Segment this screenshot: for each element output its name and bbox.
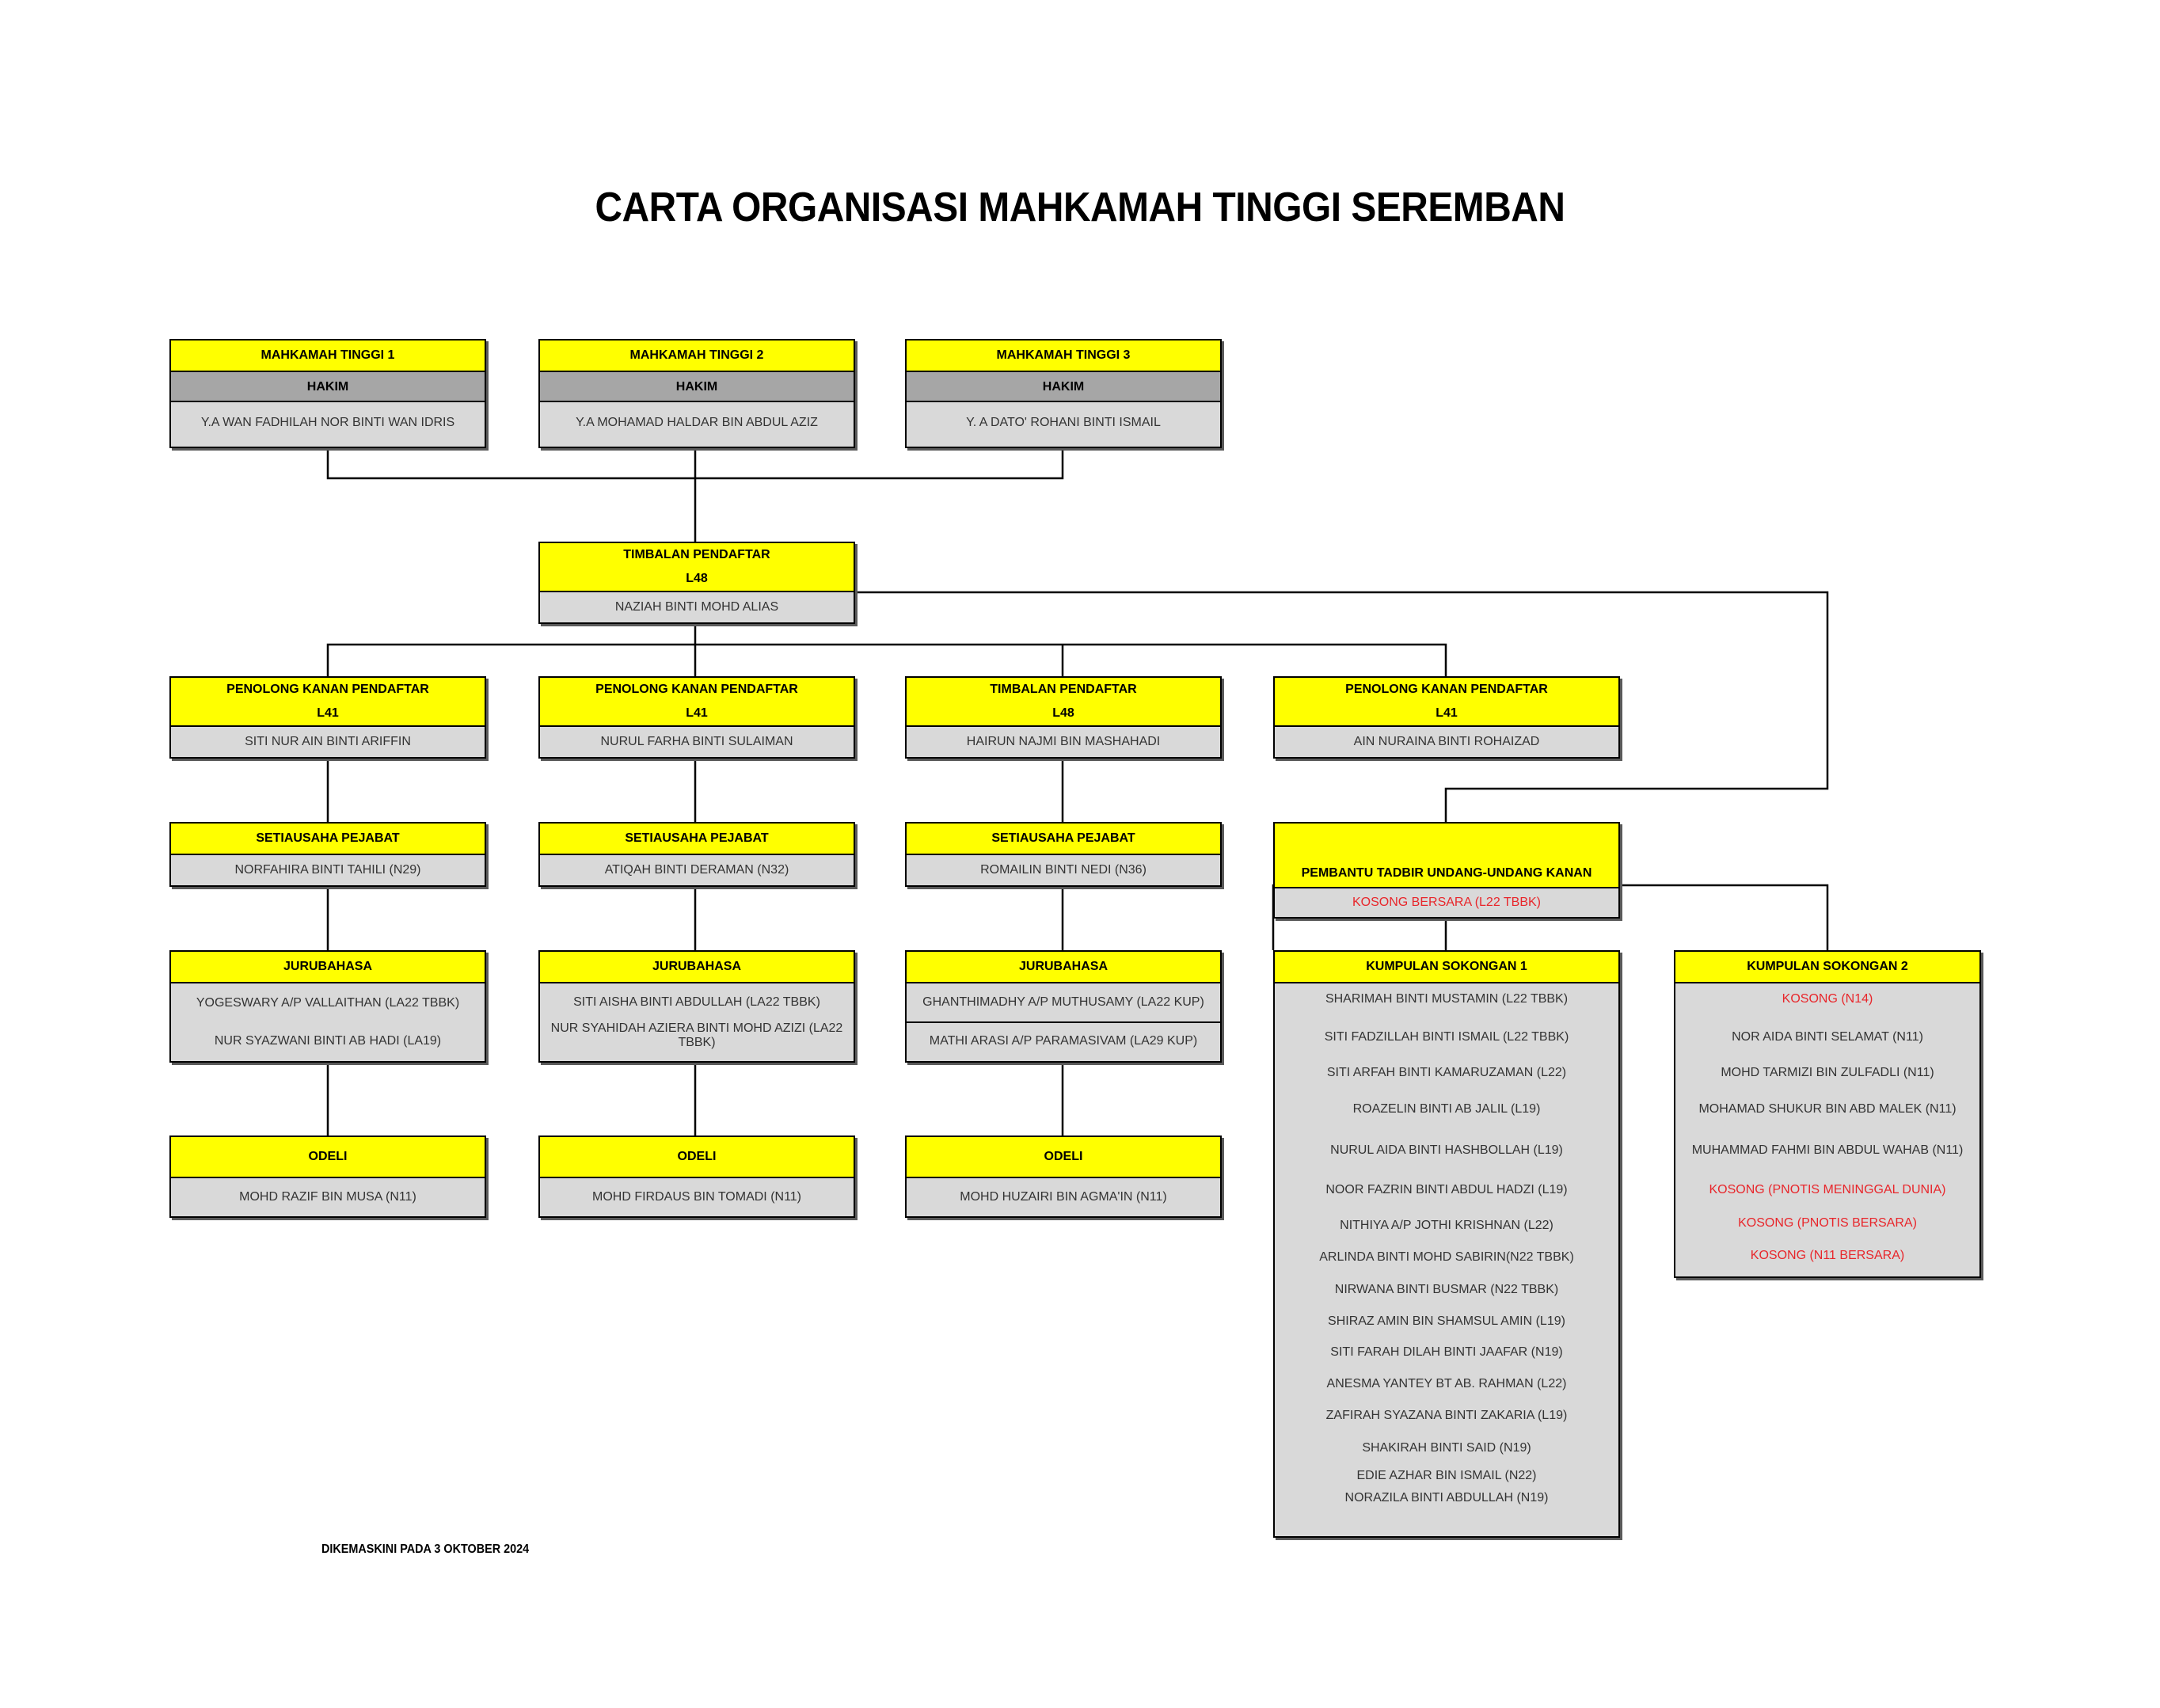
officer-title: PENOLONG KANAN PENDAFTAR — [226, 683, 429, 696]
odeli-title: ODELI — [907, 1137, 1220, 1178]
officer-name: HAIRUN NAJMI BIN MASHAHADI — [966, 735, 1161, 748]
officer-title: TIMBALAN PENDAFTAR — [990, 683, 1137, 696]
support-member: NOOR FAZRIN BINTI ABDUL HADZI (L19) — [1325, 1183, 1568, 1196]
court-header: MAHKAMAH TINGGI 1 — [171, 340, 485, 372]
interpreter-name: YOGESWARY A/P VALLAITHAN (LA22 TBBK) — [196, 996, 460, 1010]
support-member: MUHAMMAD FAHMI BIN ABDUL WAHAB (N11) — [1691, 1143, 1964, 1157]
support-group-1-title: KUMPULAN SOKONGAN 1 — [1275, 952, 1618, 983]
secretary-name: ROMAILIN BINTI NEDI (N36) — [980, 863, 1147, 877]
officer-header — [171, 678, 485, 727]
court-box-2 — [538, 339, 855, 448]
deputy-registrar-name: NAZIAH BINTI MOHD ALIAS — [614, 600, 779, 614]
support-member: KOSONG (PNOTIS BERSARA) — [1738, 1216, 1917, 1230]
interpreter-box-2 — [538, 950, 855, 1063]
page-title: CARTA ORGANISASI MAHKAMAH TINGGI SEREMBAN — [595, 184, 1565, 230]
odeli-box-3 — [905, 1135, 1222, 1218]
interpreter-name: NUR SYAZWANI BINTI AB HADI (LA19) — [214, 1034, 442, 1048]
secretary-name: ATIQAH BINTI DERAMAN (N32) — [604, 863, 789, 877]
support-group-1-box — [1273, 950, 1620, 1538]
court-box-3 — [905, 339, 1222, 448]
judge-name: Y.A WAN FADHILAH NOR BINTI WAN IDRIS — [200, 416, 455, 429]
support-member: ANESMA YANTEY BT AB. RAHMAN (L22) — [1326, 1377, 1567, 1390]
secretary-name: NORFAHIRA BINTI TAHILI (N29) — [234, 863, 421, 877]
secretary-title: SETIAUSAHA PEJABAT — [907, 824, 1220, 855]
support-member: SHARIMAH BINTI MUSTAMIN (L22 TBBK) — [1325, 992, 1569, 1006]
interpreter-name: NUR SYAHIDAH AZIERA BINTI MOHD AZIZI (LA22 TBBK) — [550, 1021, 843, 1049]
officer-box-4 — [1273, 676, 1620, 759]
support-member: NURUL AIDA BINTI HASHBOLLAH (L19) — [1330, 1143, 1563, 1157]
support-member: KOSONG (N11 BERSARA) — [1750, 1249, 1905, 1262]
secretary-box-2 — [538, 822, 855, 887]
interpreter-name: MATHI ARASI A/P PARAMASIVAM (LA29 KUP) — [929, 1034, 1198, 1048]
support-member: NOR AIDA BINTI SELAMAT (N11) — [1732, 1030, 1923, 1044]
secretary-box-1 — [169, 822, 486, 887]
deputy-registrar-title: TIMBALAN PENDAFTAR — [623, 548, 770, 561]
odeli-name: MOHD FIRDAUS BIN TOMADI (N11) — [591, 1190, 802, 1204]
officer-box-3 — [905, 676, 1222, 759]
officer-title: PENOLONG KANAN PENDAFTAR — [1345, 683, 1548, 696]
court-header: MAHKAMAH TINGGI 2 — [540, 340, 854, 372]
judge-name: Y. A DATO' ROHANI BINTI ISMAIL — [966, 416, 1161, 429]
support-member: ROAZELIN BINTI AB JALIL (L19) — [1352, 1102, 1541, 1116]
updated-date-note: DIKEMASKINI PADA 3 OKTOBER 2024 — [321, 1543, 530, 1556]
court-header: MAHKAMAH TINGGI 3 — [907, 340, 1220, 372]
support-member: SHIRAZ AMIN BIN SHAMSUL AMIN (L19) — [1328, 1314, 1565, 1328]
support-member: MOHD TARMIZI BIN ZULFADLI (N11) — [1721, 1066, 1934, 1079]
court-role: HAKIM — [907, 372, 1220, 402]
interpreter-name: SITI AISHA BINTI ABDULLAH (LA22 TBBK) — [573, 995, 820, 1009]
odeli-name: MOHD HUZAIRI BIN AGMA'IN (N11) — [960, 1190, 1167, 1204]
interpreter-box-3 — [905, 950, 1222, 1063]
support-member: SHAKIRAH BINTI SAID (N19) — [1362, 1441, 1531, 1455]
court-role: HAKIM — [171, 372, 485, 402]
support-member: ZAFIRAH SYAZANA BINTI ZAKARIA (L19) — [1325, 1409, 1568, 1422]
odeli-title: ODELI — [171, 1137, 485, 1178]
officer-header — [1275, 678, 1618, 727]
officer-header — [907, 678, 1220, 727]
officer-grade: L41 — [686, 706, 708, 720]
officer-grade: L41 — [1436, 706, 1458, 720]
odeli-title: ODELI — [540, 1137, 854, 1178]
court-box-1 — [169, 339, 486, 448]
support-member: KOSONG (PNOTIS MENINGGAL DUNIA) — [1709, 1183, 1946, 1196]
interpreter-title: JURUBAHASA — [540, 952, 854, 983]
support-member: NIRWANA BINTI BUSMAR (N22 TBBK) — [1334, 1283, 1559, 1296]
officer-grade: L48 — [1052, 706, 1074, 720]
secretary-box-3 — [905, 822, 1222, 887]
deputy-registrar-box — [538, 542, 855, 624]
assistant-admin-name: KOSONG BERSARA (L22 TBBK) — [1352, 896, 1541, 909]
support-group-2-box — [1674, 950, 1981, 1278]
officer-name: SITI NUR AIN BINTI ARIFFIN — [245, 735, 411, 748]
interpreter-box-1 — [169, 950, 486, 1063]
officer-title: PENOLONG KANAN PENDAFTAR — [595, 683, 798, 696]
deputy-registrar-header — [540, 543, 854, 592]
support-member: NORAZILA BINTI ABDULLAH (N19) — [1344, 1491, 1549, 1504]
officer-header — [540, 678, 854, 727]
officer-box-2 — [538, 676, 855, 759]
support-member: KOSONG (N14) — [1782, 992, 1873, 1006]
support-member: SITI FADZILLAH BINTI ISMAIL (L22 TBBK) — [1324, 1030, 1569, 1044]
judge-name: Y.A MOHAMAD HALDAR BIN ABDUL AZIZ — [576, 416, 818, 429]
support-member: SITI FARAH DILAH BINTI JAAFAR (N19) — [1330, 1345, 1563, 1359]
secretary-title: SETIAUSAHA PEJABAT — [540, 824, 854, 855]
assistant-admin-title: PEMBANTU TADBIR UNDANG-UNDANG KANAN — [1275, 824, 1618, 888]
interpreter-title: JURUBAHASA — [171, 952, 485, 983]
interpreter-title: JURUBAHASA — [907, 952, 1220, 983]
support-member: EDIE AZHAR BIN ISMAIL (N22) — [1356, 1469, 1537, 1482]
deputy-registrar-grade: L48 — [686, 572, 708, 585]
officer-grade: L41 — [317, 706, 339, 720]
odeli-box-2 — [538, 1135, 855, 1218]
odeli-box-1 — [169, 1135, 486, 1218]
support-member: NITHIYA A/P JOTHI KRISHNAN (L22) — [1340, 1219, 1553, 1232]
interpreter-name: GHANTHIMADHY A/P MUTHUSAMY (LA22 KUP) — [907, 983, 1220, 1023]
connector-officers-bar — [328, 645, 1446, 676]
support-member: ARLINDA BINTI MOHD SABIRIN(N22 TBBK) — [1319, 1250, 1574, 1264]
court-role: HAKIM — [540, 372, 854, 402]
secretary-title: SETIAUSAHA PEJABAT — [171, 824, 485, 855]
support-member: MOHAMAD SHUKUR BIN ABD MALEK (N11) — [1698, 1102, 1957, 1116]
officer-name: NURUL FARHA BINTI SULAIMAN — [600, 735, 793, 748]
assistant-admin-box — [1273, 822, 1620, 919]
odeli-name: MOHD RAZIF BIN MUSA (N11) — [239, 1190, 416, 1204]
officer-box-1 — [169, 676, 486, 759]
support-group-2-title: KUMPULAN SOKONGAN 2 — [1675, 952, 1979, 983]
support-member: SITI ARFAH BINTI KAMARUZAMAN (L22) — [1326, 1066, 1567, 1079]
officer-name: AIN NURAINA BINTI ROHAIZAD — [1353, 735, 1540, 748]
